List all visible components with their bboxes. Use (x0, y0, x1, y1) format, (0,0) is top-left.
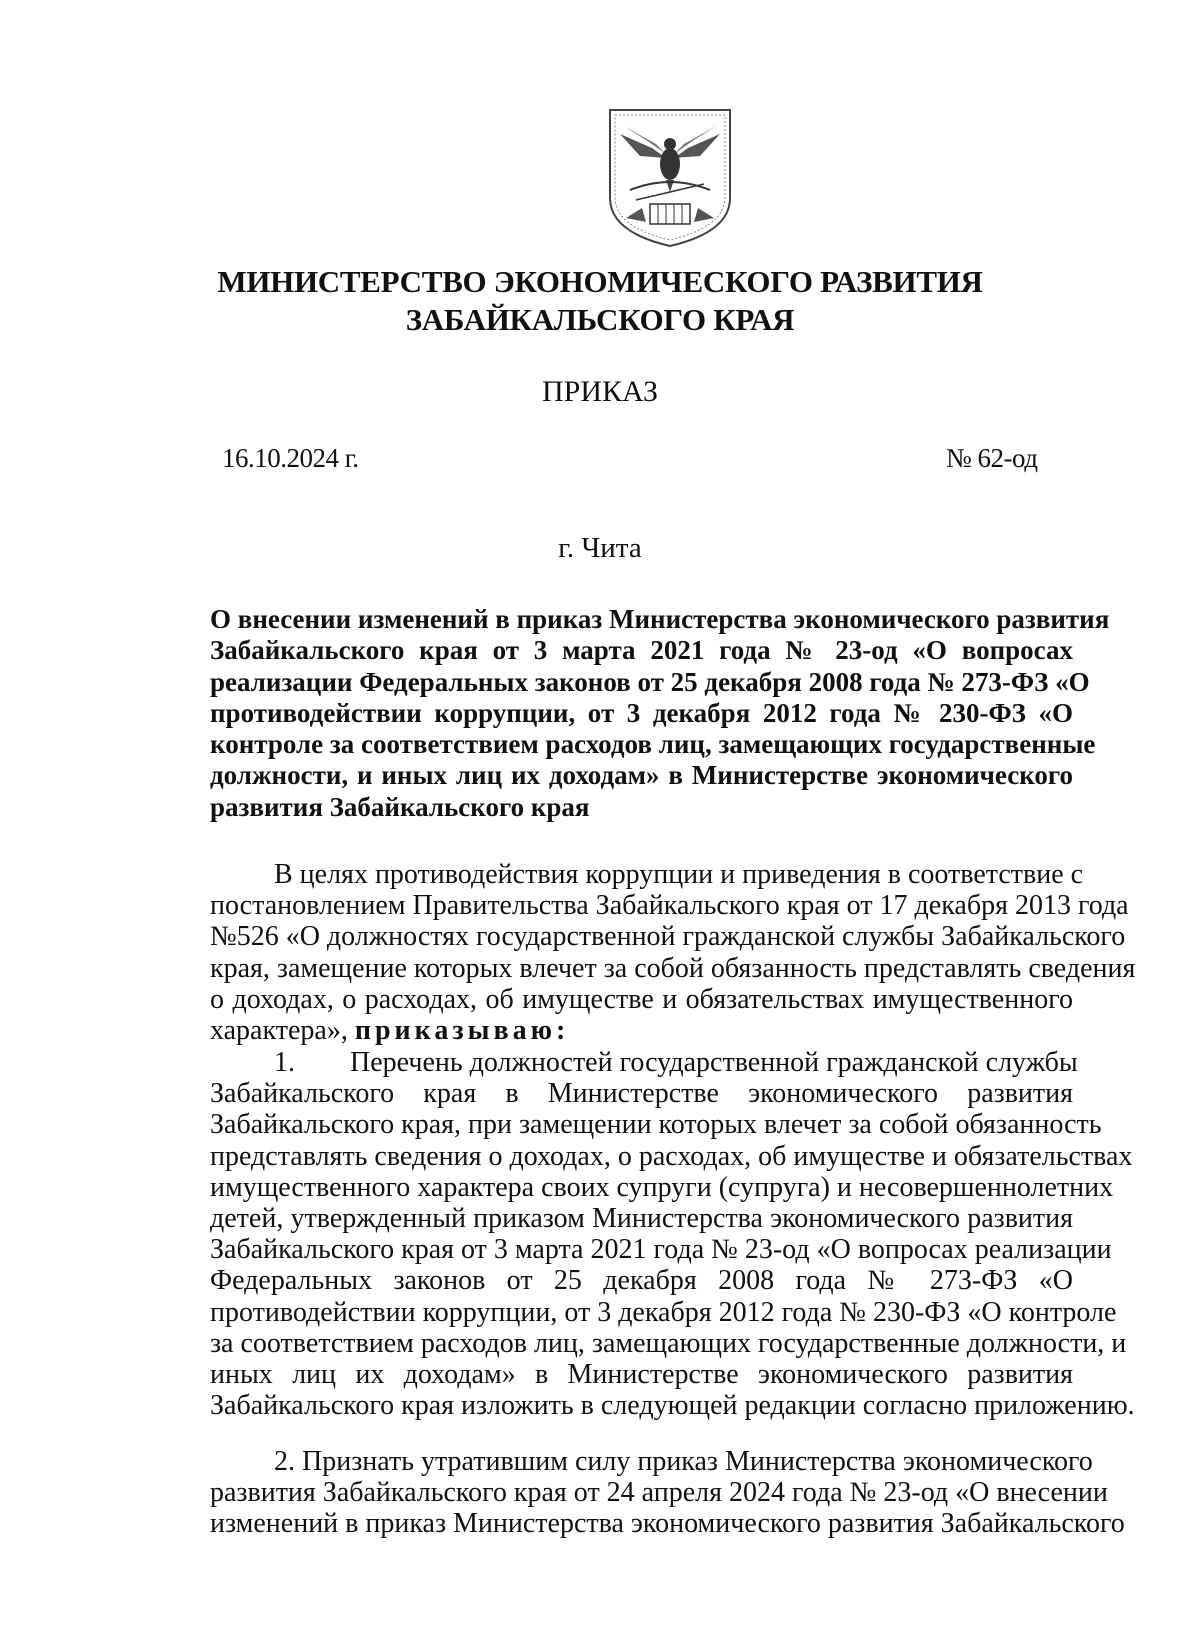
item-1-number: 1. (274, 1047, 295, 1078)
preamble-paragraph (210, 859, 1136, 1047)
item-1-line: Перечень должностей государственной гражданской службы (350, 1047, 1078, 1078)
preamble-line: №526 «О должностях государственной гражданской службы Забайкальского (210, 921, 1126, 953)
item-1-line: Забайкальского края изложить в следующей редакции согласно приложению. (210, 1390, 1135, 1422)
item-1-line: имущественного характера своих супруги (супруга) и несовершеннолетних (210, 1171, 1114, 1203)
order-number: № 62-од (946, 443, 1038, 473)
ministry-name-line1: МИНИСТЕРСТВО ЭКОНОМИЧЕСКОГО РАЗВИТИЯ (217, 264, 983, 299)
subject-line: Забайкальского края от 3 марта 2021 года № 23-од «О вопросах (210, 635, 1073, 666)
preamble-last-line (210, 1015, 1073, 1046)
ministry-name-line2: ЗАБАЙКАЛЬСКОГО КРАЯ (405, 302, 795, 337)
item-1-line: иных лиц их доходам» в Министерстве экономического развития (210, 1359, 1073, 1391)
item-1-line: Забайкальского края, при замещении которых влечет за собой обязанность (210, 1109, 1102, 1141)
item-1-line: Забайкальского края в Министерстве экономического развития (210, 1078, 1073, 1110)
item-1-line: Федеральных законов от 25 декабря 2008 года № 273-ФЗ «О (210, 1265, 1073, 1297)
order-date: 16.10.2024 г. (222, 443, 359, 473)
item-1-paragraph (210, 1047, 1135, 1422)
item-2-line: изменений в приказ Министерства экономического развития Забайкальского (210, 1508, 1125, 1540)
document-type: ПРИКАЗ (542, 375, 658, 408)
preamble-line: края, замещение которых влечет за собой обязанность представлять сведения (210, 952, 1136, 984)
subject-line: контроле за соответствием расходов лиц, замещающих государственные (210, 729, 1096, 760)
city: г. Чита (558, 532, 642, 564)
subject-line: противодействии коррупции, от 3 декабря 2012 года № 230-ФЗ «О (210, 697, 1073, 728)
item-1-line: представлять сведения о доходах, о расходах, об имуществе и обязательствах (210, 1140, 1133, 1172)
item-1-line: противодействии коррупции, от 3 декабря 2012 года № 230-ФЗ «О контроле (210, 1296, 1117, 1328)
item-1-line: Забайкальского края от 3 марта 2021 года № 23-од «О вопросах реализации (210, 1234, 1112, 1266)
preamble-line: В целях противодействия коррупции и приведения в соответствие с (274, 859, 1084, 890)
directive-word: приказываю: (354, 1015, 570, 1047)
preamble-line: постановлением Правительства Забайкальского края от 17 декабря 2013 года (210, 890, 1129, 922)
order-subject (210, 604, 1110, 823)
coat-of-arms-icon (606, 104, 734, 250)
item-1-line: за соответствием расходов лиц, замещающих государственные должности, и (210, 1327, 1127, 1359)
item-1-first-line (210, 1047, 1078, 1078)
item-2-line: 2. Признать утратившим силу приказ Министерства экономического (274, 1446, 1093, 1477)
preamble-line: о доходах, о расходах, об имуществе и обязательствах имущественного (210, 983, 1073, 1015)
subject-line: должности, и иных лиц их доходам» в Министерстве экономического (210, 760, 1073, 791)
item-1-line: детей, утвержденный приказом Министерства экономического развития (210, 1203, 1073, 1235)
subject-line: развития Забайкальского края (210, 791, 590, 822)
item-2-line: развития Забайкальского края от 24 апреля 2024 года № 23-од «О внесении (210, 1477, 1108, 1509)
preamble-line-prefix: характера», (210, 1015, 348, 1047)
subject-line: реализации Федеральных законов от 25 декабря 2008 года № 273-ФЗ «О (210, 666, 1090, 697)
subject-line: О внесении изменений в приказ Министерства экономического развития (210, 604, 1110, 634)
item-2-paragraph (210, 1446, 1125, 1540)
